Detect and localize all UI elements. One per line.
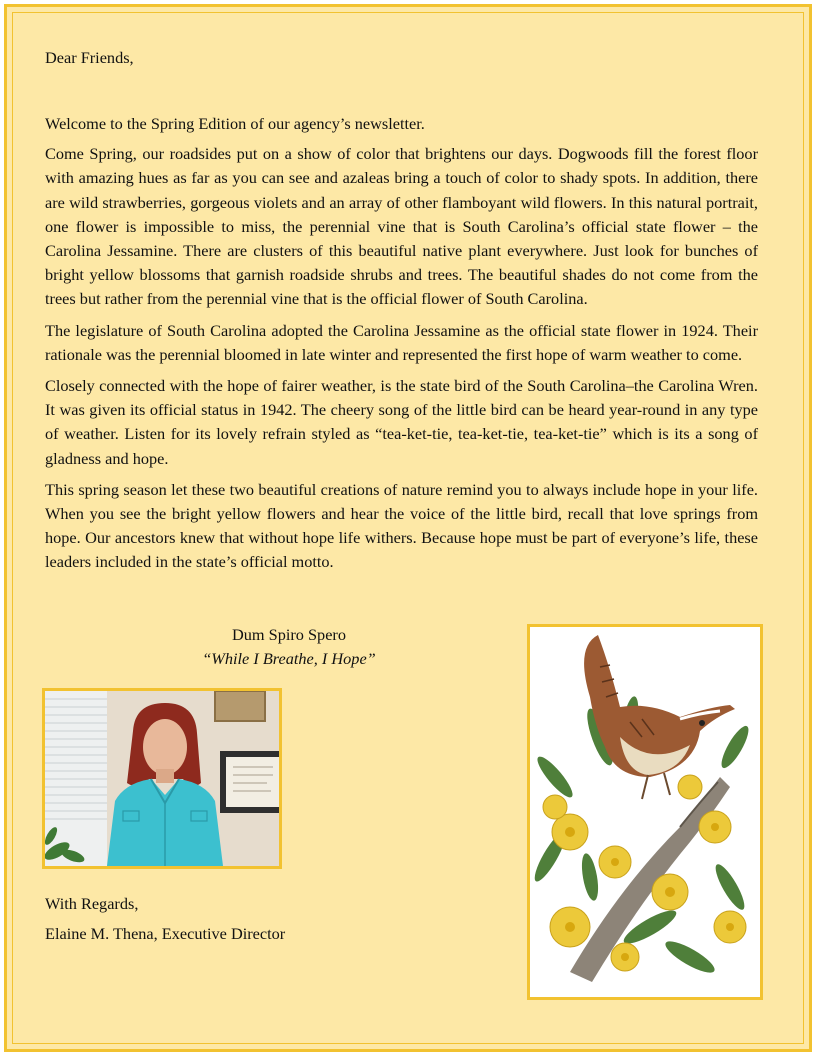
carolina-wren-illustration xyxy=(527,624,763,1000)
director-portrait-image xyxy=(45,691,279,866)
wren-and-jessamine-image xyxy=(530,627,760,997)
motto-translation: “While I Breathe, I Hope” xyxy=(202,649,376,669)
paragraph-welcome: Welcome to the Spring Edition of our agency’s newsletter. xyxy=(45,114,425,133)
paragraph-hope: This spring season let these two beautiful creations of nature remind you to always include hope in your life. When you see the bright yellow flowers and hear the voice of the little bird, recall that love springs from hope. Our ancestors knew that without hope life withers. Because hope must be part of everyone’s life, these leaders included in the state’s official motto. xyxy=(45,479,758,572)
paragraph-state-bird: Closely connected with the hope of fairer weather, is the state bird of the South Carolina–the Carolina Wren. It was given its official status in 1942. The cheery song of the little bird can be heard year-round in any type of weather. Listen for its lovely refrain styled as “tea-ket-tie, tea-ket-tie, tea-ket-tie” which is its a song of gladness and hope. xyxy=(45,376,758,468)
motto-latin: Dum Spiro Spero xyxy=(232,625,346,644)
paragraph-state-flower: The legislature of South Carolina adopted the Carolina Jessamine as the official state flower in 1924. Their rationale was the perennial bloomed in late winter and represented the first hope of warm weather to come. xyxy=(45,320,758,364)
state-motto xyxy=(45,623,533,671)
paragraph-spring: Come Spring, our roadsides put on a show of color that brightens our days. Dogwoods fill the forest floor with amazing hues as far as you can see and azaleas bring a touch of color to shady spots. In addition, there are wild strawberries, gorgeous violets and an array of other flamboyant wild flowers. In this natural portrait, one flower is impossible to miss, the perennial vine that is South Carolina’s official state flower – the Carolina Jessamine. There are clusters of this beautiful native plant everywhere. Just look for bunches of bright yellow blossoms that garnish roadside shrubs and trees. The beautiful shades do not come from the trees but rather from the perennial vine that is the official flower of South Carolina. xyxy=(45,144,758,309)
letter-body xyxy=(45,112,758,582)
director-photo xyxy=(42,688,282,869)
signature: Elaine M. Thena, Executive Director xyxy=(45,924,286,943)
closing: With Regards, xyxy=(45,894,139,913)
greeting: Dear Friends, xyxy=(45,48,134,67)
